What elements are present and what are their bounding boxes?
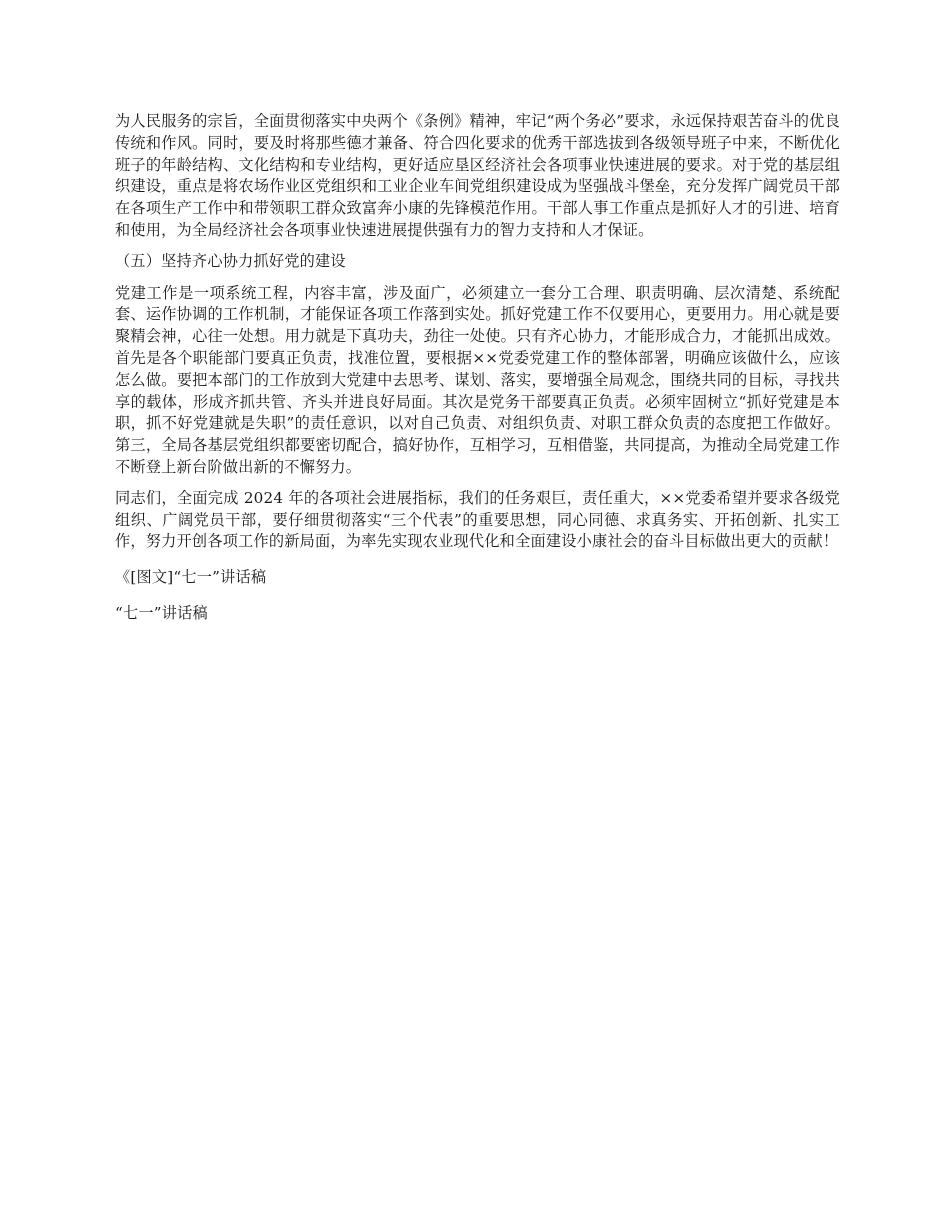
article-title-link: 《[图文]“七一”讲话稿	[115, 568, 267, 587]
section-heading-five: （五）坚持齐心协力抓好党的建设	[115, 251, 346, 270]
paragraph-service-purpose: 为人民服务的宗旨，全面贯彻落实中央两个《条例》精神，牢记“两个务必”要求，永远保持艰苦奋斗的优良传统和作风。同时，要及时将那些德才兼备、符合四化要求的优秀干部选拔到各级领导班子中来，不断优化班子的年龄结构、文化结构和专业结构，更好适应垦区经济社会各项事业快速进展的要求。对于党的基层组织建设，重点是将农场作业区党组织和工业企业车间党组织建设成为坚强战斗堡垒，充分发挥广阔党员干部在各项生产工作中和带领职工群众致富奔小康的先锋模范作用。干部人事工作重点是抓好人才的引进、培育和使用，为全局经济社会各项事业快速进展提供强有力的智力支持和人才保证。	[115, 112, 840, 239]
article-subtitle: “七一”讲话稿	[115, 603, 208, 622]
paragraph-closing-remarks: 同志们，全面完成 2024 年的各项社会进展指标，我们的任务艰巨，责任重大，××党委希望并要求各级党组织、广阔党员干部，要仔细贯彻落实“三个代表”的重要思想，同心同德、求真务实、开拓创新、扎实工作，努力开创各项工作的新局面，为率先实现农业现代化和全面建设小康社会的奋斗目标做出更大的贡献！	[115, 488, 840, 551]
document-body	[115, 111, 840, 635]
paragraph-party-building: 党建工作是一项系统工程，内容丰富，涉及面广，必须建立一套分工合理、职责明确、层次清楚、系统配套、运作协调的工作机制，才能保证各项工作落到实处。抓好党建工作不仅要用心，更要用力。用心就是要聚精会神，心往一处想。用力就是下真功夫，劲往一处使。只有齐心协力，才能形成合力，才能抓出成效。首先是各个职能部门要真正负责，找准位置，要根据××党委党建工作的整体部署，明确应该做什么，应该怎么做。要把本部门的工作放到大党建中去思考、谋划、落实，要增强全局观念，围绕共同的目标，寻找共享的载体，形成齐抓共管、齐头并进良好局面。其次是党务干部要真正负责。必须牢固树立“抓好党建是本职，抓不好党建就是失职”的责任意识，以对自己负责、对组织负责、对职工群众负责的态度把工作做好。第三，全局各基层党组织都要密切配合，搞好协作，互相学习，互相借鉴，共同提高，为推动全局党建工作不断登上新台阶做出新的不懈努力。	[115, 283, 840, 476]
